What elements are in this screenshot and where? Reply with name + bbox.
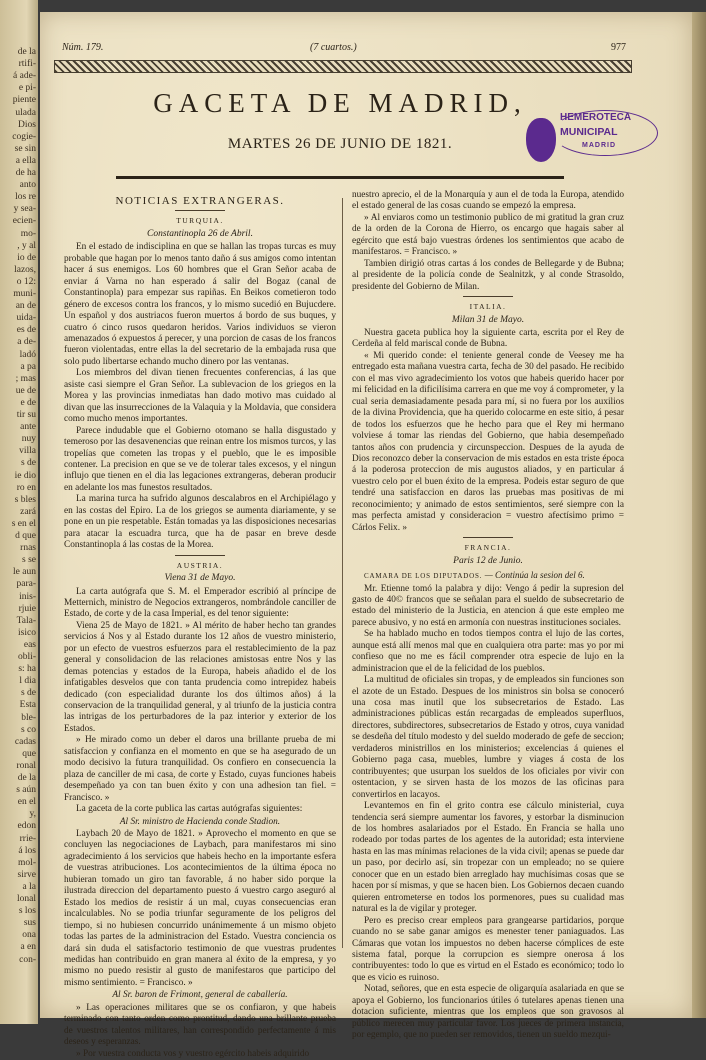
prev-page-text-fragment: obli-: [18, 652, 36, 662]
article-paragraph: Pero es preciso crear empleos para grangearse partidarios, porque cuando no se sabe ganar amigos es menester tener paniaguados. Las Cámaras que votan los impuestos no deben hacerse cómplices de este sistema fatal, porque la corrupcion es siempre onerosa á los contribuyentes: todo lo que es virtud en el Estado es económico; todo lo que es vicio es ruinoso.: [352, 915, 624, 983]
article-paragraph: Los miembros del divan tienen frecuentes conferencias, á las que asiste casi siempre el Gran Señor. La sublevacion de los griegos en la Morea y las provincias inmediatas han dado motivo mas cuidado al divan que las insurrecciones de la Valaquia y la Moldavia, que considera como mucho menos importantes.: [64, 368, 336, 425]
country-heading-austria: AUSTRIA.: [176, 560, 224, 570]
prev-page-text-fragment: ona: [22, 930, 36, 941]
article-paragraph: » Las operaciones militares que se os confiaron, y que habeis terminado con tanto orden como prontitud, dando una brillante prueba de vuestros talentos militares, han correspondido perfectamente á mis deseos y esperanzas.: [64, 1002, 336, 1048]
prev-page-text-fragment: Dios: [18, 119, 36, 130]
chamber-heading: [352, 570, 624, 582]
article-rule: [463, 296, 513, 297]
prev-page-text-fragment: ante: [20, 422, 36, 433]
prev-page-text-fragment: rjuie: [18, 603, 36, 614]
prev-page-text-fragment: e pi-: [18, 83, 36, 94]
prev-page-text-fragment: le aun: [13, 567, 36, 578]
prev-page-text-fragment: a de-: [17, 337, 36, 348]
prev-page-text-fragment: zará: [20, 506, 36, 517]
article-paragraph: La carta autógrafa que S. M. el Emperador escribió al príncipe de Metternich, ministro de Negocios extrangeros, nombrándole canciller de Estado, de corte y de la casa Imperial, es del tenor siguiente:: [64, 586, 336, 620]
stamp-line-1: HEMEROTECA: [560, 112, 632, 123]
newspaper-page: [40, 12, 692, 1059]
prev-page-text-fragment: s de: [20, 688, 36, 699]
prev-page-text-fragment: s bles: [14, 494, 36, 505]
prev-page-text-fragment: lazos,: [14, 264, 36, 275]
prev-page-text-fragment: o 12:: [16, 276, 36, 287]
section-heading: NOTICIAS EXTRANGERAS.: [115, 195, 285, 207]
prev-page-text-fragment: eas: [23, 639, 36, 650]
issue-price: (7 cuartos.): [310, 42, 357, 53]
prev-page-text-fragment: de la: [17, 773, 36, 783]
article-paragraph: Viena 25 de Mayo de 1821. » Al mérito de haber hecho tan grandes servicios á Nos y al Estado durante los 12 años de vuestro ministerio, por un efecto de vuestros esfuerzos para el restablecimiento de la paz general y consolidacion de las relaciones amistosas entre Nos y las demas potencias y estados de la Europa, habeis añadido el de los infatigables desvelos que con tanta prudencia como intrepidez habeis dedicado (con especialidad durante los dos últimos años) á la conservacion de la tranquilidad general, y al triunfo de la justicia contra las intrigas de los perturbadores de la paz interior y exterior de los Estados.: [64, 620, 336, 734]
prev-page-text-fragment: lonal: [17, 894, 36, 904]
prev-page-text-fragment: s de: [20, 458, 36, 469]
country-heading-francia: FRANCIA.: [464, 543, 512, 553]
prev-page-text-fragment: ladó: [19, 349, 36, 360]
prev-page-text-fragment: ulada: [15, 107, 36, 118]
country-heading-italia: ITALIA.: [469, 302, 507, 312]
prev-page-text-fragment: mo-: [20, 228, 36, 239]
section-rule: [175, 210, 225, 211]
prev-page-text-fragment: cadas: [14, 736, 36, 747]
prev-page-text-fragment: s aún: [16, 785, 36, 796]
prev-page-text-fragment: ie dio: [14, 470, 36, 481]
prev-page-text-fragment: rtifi-: [18, 59, 36, 70]
stamp-line-2: MUNICIPAL: [560, 126, 618, 138]
prev-page-text-fragment: tir su: [16, 410, 36, 420]
letter-addressee-stadion: Al Sr. ministro de Hacienda conde Stadion.: [119, 816, 281, 827]
article-paragraph: Laybach 20 de Mayo de 1821. » Aprovecho el momento en que se concluyen las negociaciones de Laybach, para manifestaros mi sino agradecimiento á los servicios que habeis hecho en la importante esfera de vuestras atribuciones. Los acontecimientos de la última época no hubieran tomado un giro tan favorable, á no haber sido porque la ilustrada direccion del departamento puesto á vuestro cargo aseguró al Estado los medios de resistir á un mal, cuyas consecuencias eran incalculables. No se podia triunfar seguramente de los peligros del tiempo, si no hubiesen concurrido unánimemente á un mismo objeto todas las partes de la administracion del Estado. Vuestra conciencia os dará sin duda el satisfactorio testimonio de que vuestras prudentes medidas han contribuido en gran manera al éxito de la empresa, y yo mismo no puedo resistir al gusto de manifestaros que participo del mismo sentimiento. = Francisco. »: [64, 829, 336, 988]
prev-page-text-fragment: isico: [18, 627, 36, 638]
column-right: [352, 190, 624, 1042]
prev-page-text-fragment: s se: [22, 555, 36, 566]
country-heading-turquia: TURQUIA.: [176, 216, 224, 226]
prev-page-text-fragment: de la: [17, 47, 36, 57]
prev-page-text-fragment: edon: [17, 821, 36, 832]
prev-page-text-fragment: á los: [18, 845, 36, 856]
prev-page-text-fragment: io de: [17, 252, 36, 263]
stamp-line-3: MADRID: [582, 142, 616, 149]
prev-page-text-fragment: ronal: [16, 760, 36, 771]
prev-page-text-fragment: cogie-: [12, 131, 36, 142]
article-rule: [463, 537, 513, 538]
article-paragraph: Notad, señores, que en esta especie de oligarquía asalariada en que se apoya el Gobierno, los funcionarios útiles ó tutelares apenas tienen una dotacion suficiente, mientras que los empleos que son gravosos al público merecen muy particular favor. Los jueces de primera instancia, por egemplo, que no pueden ser removidos, tienen un sueldo mezqui-: [352, 984, 624, 1041]
prev-page-text-fragment: uida-: [16, 313, 36, 324]
article-paragraph: » Por vuestra conducta vos y vuestro egército habeis adquirido: [76, 1048, 310, 1059]
prev-page-text-fragment: s en el: [11, 518, 36, 529]
letter-addressee-frimont: Al Sr. baron de Frimont, general de caballería.: [112, 990, 288, 1001]
dateline-viena: Viena 31 de Mayo.: [164, 573, 236, 584]
prev-page-text-fragment: ecien-: [12, 216, 36, 227]
prev-page-text-fragment: villa: [19, 446, 36, 457]
page-number: 977: [611, 42, 626, 53]
prev-page-text-fragment: los re: [15, 192, 36, 203]
prev-page-text-fragment: e de: [20, 397, 36, 408]
prev-page-text-fragment: rnas: [20, 543, 36, 554]
issue-number: Núm. 179.: [62, 42, 104, 53]
stamp-emblem-icon: [526, 118, 556, 162]
prev-page-text-fragment: a la: [22, 881, 36, 892]
prev-page-text-fragment: y sea-: [13, 204, 36, 215]
issue-date: MARTES 26 DE JUNIO DE 1821.: [227, 136, 453, 152]
prev-page-text-fragment: ble-: [21, 712, 36, 723]
page-right-edge: [692, 12, 706, 1018]
masthead-title: GACETA DE MADRID,: [153, 88, 527, 118]
prev-page-text-fragment: es de: [16, 325, 36, 336]
prev-page-text-fragment: ; mas: [15, 373, 36, 384]
dateline-milan: Milan 31 de Mayo.: [451, 314, 525, 325]
prev-page-text-fragment: muni-: [13, 289, 36, 299]
article-paragraph: nuestro aprecio, el de la Monarquía y aun el de toda la Europa, atendido el estado general de las cosas cuando se empezó la empresa.: [352, 190, 624, 212]
article-paragraph: Levantemos en fin el grito contra ese cálculo ministerial, cuya tendencia será siempre aumentar los favores, y estorbar la disminucion de los hombres asalariados por el Estado. En Francia se halla uno rodeado por todas partes de los agentes de la autoridad; esta interviene hasta en las mas mínimas relaciones de la vida civil; apenas se puede dar un paso, por decirlo así, sin tropezar con un empleado; no se quiere conocer que en un estado bien arreglado hay muchísimas cosas que se hacen por sí mismas, y que se hacen bien. Los Gobiernos decaen cuando quieren entrometerse en todos los pormenores, pues su cualidad mas natural es la de vigilar y proteger.: [352, 801, 624, 915]
prev-page-text-fragment: sirve: [17, 869, 36, 880]
article-paragraph: Tambien dirigió otras cartas á los condes de Bellegarde y de Bubna; al presidente de la policía conde de Sealnitzk, y al conde Strasoldo, presidente del Gobierno de Milan.: [352, 258, 624, 292]
prev-page-text-fragment: piente: [12, 95, 36, 106]
prev-page-text-fragment: sus: [23, 918, 36, 929]
prev-page-text-fragment: anto: [19, 180, 36, 191]
prev-page-text-fragment: que: [22, 748, 36, 759]
article-paragraph: La multitud de oficiales sin tropas, y de empleados sin funciones son el azote de un Estado. Despues de los ministros sin bolsa se conoceró una cosa mas inutil que los subsecretarios de Estado. Las administraciones públicas están recargadas de empleados superfluos, directores, subdirectores, subsecretarios de Estado y otros, cuya vanidad se desdeña del título modesto y del sueldo moderado de gefe de seccion; verdaderos ministrillos en los ministerios; excelencias á quienes el Gobierno paga casa, muebles, lumbre y viages á costa de los contribuyentes; que usurpan los sueldos de los oficiales por vivir con ostentacion, y se sirven hasta de los mozos de las oficinas para convertirlos en lacayos.: [352, 675, 624, 800]
prev-page-text-fragment: s: ha: [18, 664, 36, 675]
article-paragraph: Nuestra gaceta publica hoy la siguiente carta, escrita por el Rey de Cerdeña al feld mariscal conde de Bubna.: [352, 327, 624, 350]
article-paragraph: » He mirado como un deber el daros una brillante prueba de mi satisfaccion y confianza en el momento en que se ha asegurado de un modo decisivo la futura tranquilidad. Os confiero en consecuencia la plaza de canciller de mi casa, de corte y Estado, cuyas funciones habeis desempeñado ya con tan buen éxito y con una adhesion tan fiel. = Francisco. »: [64, 735, 336, 803]
article-paragraph: Mr. Etienne tomó la palabra y dijo: Vengo á pedir la supresion del gasto de 40© francos que se señalan para el sueldo de subsecretario de estado del ministerio de la Justicia, en atencion á que este empleo me parece abusivo, y no está en armonía con nuestras instituciones sociales.: [352, 583, 624, 628]
ornamental-border: [54, 60, 632, 73]
library-stamp: [524, 110, 654, 166]
prev-page-text-fragment: l dia: [19, 676, 36, 687]
article-paragraph: La gaceta de la corte publica las cartas autógrafas siguientes:: [76, 804, 303, 815]
prev-page-text-fragment: en el: [17, 797, 36, 808]
prev-page-text-fragment: con-: [19, 954, 36, 965]
dateline-paris: Paris 12 de Junio.: [453, 555, 523, 566]
article-paragraph: Se ha hablado mucho en todos tiempos contra el lujo de las cortes, aunque está allí menos mal que en cualquiera otra parte: mas yo por mi confieso que no me es fácil comprender otra especie de lujo en la administracion que el de la felicidad de los pueblos.: [352, 629, 624, 674]
prev-page-text-fragment: Esta: [19, 700, 36, 711]
prev-page-text-fragment: ue de: [15, 385, 36, 396]
previous-page-edge: [0, 0, 38, 1024]
prev-page-text-fragment: a pa: [20, 361, 36, 372]
prev-page-text-fragment: d que: [15, 531, 36, 541]
prev-page-text-fragment: , y al: [17, 240, 36, 251]
prev-page-text-fragment: ro en: [16, 482, 36, 493]
header-rule: [116, 176, 564, 179]
article-paragraph: « Mi querido conde: el teniente general conde de Veesey me ha entregado esta mañana vuestra carta, fecha de 30 del pasado. He recibido con el mas vivo agradecimiento los votos que habeis querido hacer por mi felicidad en la dificilísima carrera en que me voy á comprometer, y la cual seria demasiadamente pesada para mí, si no fuera por los auxilios de la divina Providencia, que ha querido colocarme en este sitio, á pesar de todos los esfuerzos que he hecho para que el Rey mi hermano volviese á tomar las riendas del Gobierno, que habia desempeñado tantos años con prudencia y circunspeccion. Despues de la ayuda de Dios reconozco deber la conservacion de mis estados en esta triste época á la poderosa proteccion de mis augustos aliados, y en particular á vuestro celo por el buen éxito de la empresa. Podeis estar seguro de que tendré una satisfaccion en daros las pruebas mas positivas de mi reconocimiento; y animado de estos sentimientos, seré siempre con la mas perfecta amistad y consideracion = vuestro afectísimo primo = Cárlos Felix. »: [352, 350, 624, 533]
dateline-constantinopla: Constantinopla 26 de Abril.: [147, 228, 253, 239]
column-left: [64, 190, 336, 1060]
prev-page-text-fragment: y,: [29, 809, 36, 820]
prev-page-text-fragment: s co: [20, 724, 36, 735]
prev-page-text-fragment: inis-: [19, 591, 36, 602]
chamber-label: CAMARA DE LOS DIPUTADOS.: [364, 572, 483, 581]
chamber-continuation: — Continúa la sesion del 6.: [484, 570, 585, 581]
prev-page-text-fragment: s los: [18, 906, 36, 917]
prev-page-text-fragment: para-: [16, 579, 36, 590]
prev-page-text-fragment: Tala-: [16, 615, 36, 626]
prev-page-text-fragment: nuy: [21, 434, 36, 445]
prev-page-text-fragment: a en: [20, 942, 36, 953]
prev-page-text-fragment: an de: [15, 301, 36, 312]
article-paragraph: En el estado de indisciplina en que se hallan las tropas turcas es muy probable que hagan por lo menos tanto daño á sus amigos como intentan hacer á sus enemigos. Los 60 hombres que el Gran Señor acaba de enviar á Varna no han esperado á salir del Bogaz (canal de Constantinopla) para empezar sus rapiñas. En Beikos cometieron todo género de excesos contra los francos, y lo mismo sucedió en Bujucdere. Un español y dos austriacos fueron muertos á bordo de sus buques, y cuatro ó cinco rusos quedaron heridos. Varios individuos se vieron amenazados ó expuestos á perecer, y una porcion de casas de los francos fueron violentadas, entre ellas la del secretario de la embajada rusa que solo pudo libertarse echando mucho dinero por las ventanas.: [64, 242, 336, 367]
article-rule: [175, 555, 225, 556]
article-paragraph: » Al enviaros como un testimonio publico de mi gratitud la gran cruz de la orden de la Corona de Hierro, os encargo que hagais saber al egército que está bajo vuestras órdenes los sentimientos que acabo de manifestaros. = Francisco. »: [352, 212, 624, 258]
prev-page-text-fragment: a ella: [15, 155, 36, 166]
article-paragraph: Parece indudable que el Gobierno otomano se halla disgustado y temeroso por las desavenencias que reinan entre los mismos turcos, y las tropelías que cometen las tropas y el pueblo, que le es imposible contener. La precision en que se ve de tolerar tales excesos, y el ningun influjo que tienen en el dia las legaciones extrangeras, deberan producir en adelante los mas funestos resultados.: [64, 425, 336, 493]
prev-page-text-fragment: de ha: [15, 168, 36, 178]
prev-page-text-fragment: á ade-: [13, 71, 36, 82]
article-paragraph: La marina turca ha sufrido algunos descalabros en el Archipiélago y en las costas del Epiro. La de los griegos se aumenta diariamente, y se pone en un pie respetable. Están tomadas ya las disposiciones necesarias para atacar la escuadra turca, que ha de pasar en breve desde Constantinopla á las costas de la Morea.: [64, 494, 336, 551]
prev-page-text-fragment: mol-: [18, 857, 36, 868]
prev-page-text-fragment: se sin: [14, 143, 36, 154]
prev-page-text-fragment: rrie-: [19, 833, 36, 844]
column-divider: [342, 198, 343, 948]
